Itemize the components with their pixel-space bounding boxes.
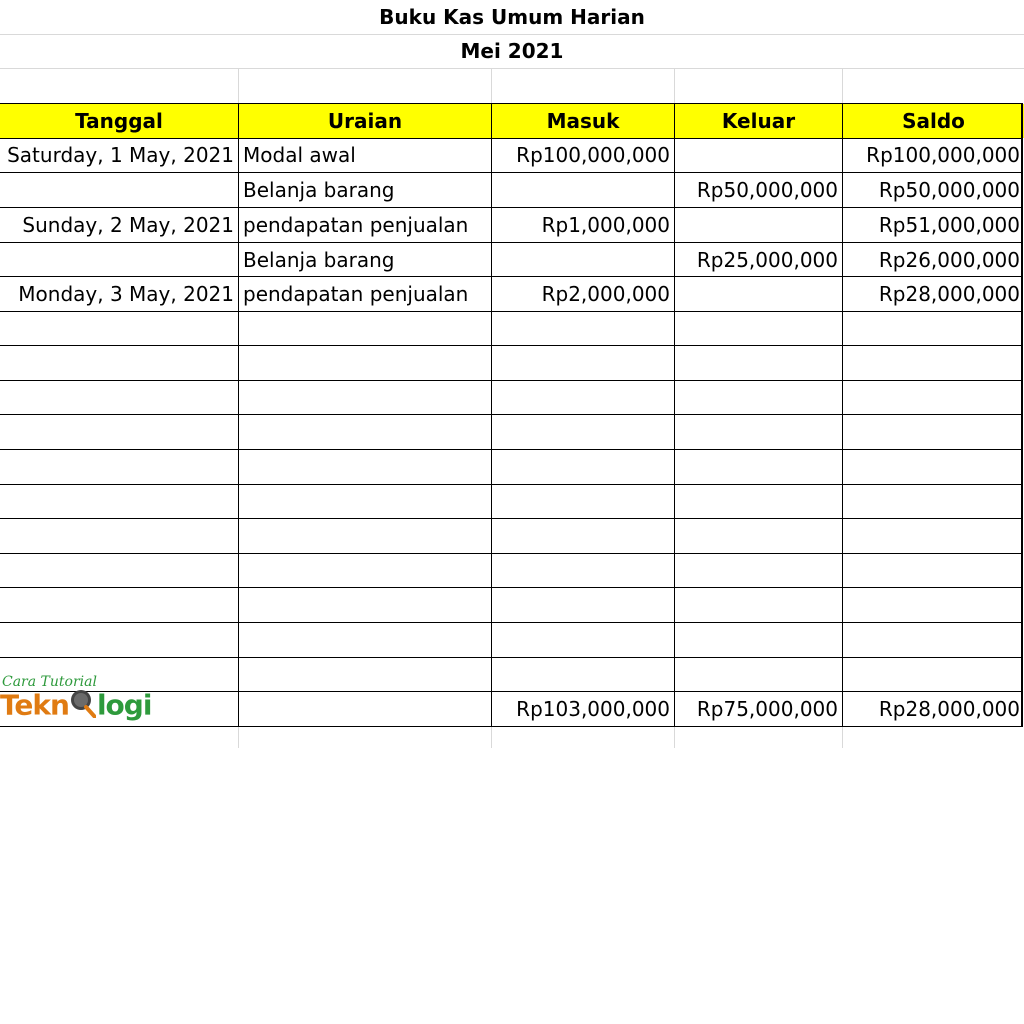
gridline xyxy=(238,726,239,748)
total-masuk[interactable]: Rp103,000,000 xyxy=(516,697,670,721)
header-masuk[interactable]: Masuk xyxy=(492,104,674,138)
table-border xyxy=(0,311,1023,312)
table-border xyxy=(0,449,1023,450)
table-border xyxy=(0,414,1023,415)
cell-keluar[interactable] xyxy=(675,138,842,172)
sheet-subtitle[interactable]: Mei 2021 xyxy=(460,39,564,63)
total-saldo[interactable]: Rp28,000,000 xyxy=(878,697,1020,721)
header-uraian[interactable]: Uraian xyxy=(239,104,491,138)
gridline xyxy=(0,34,1024,35)
table-border xyxy=(0,587,1023,588)
cell-uraian[interactable]: pendapatan penjualan xyxy=(243,213,469,237)
table-border xyxy=(0,518,1023,519)
table-border xyxy=(0,553,1023,554)
cell-uraian[interactable]: Belanja barang xyxy=(243,248,395,272)
gridline xyxy=(238,69,239,104)
table-border xyxy=(0,380,1023,381)
table-border xyxy=(0,172,1023,173)
magnifier-icon xyxy=(70,688,96,725)
gridline xyxy=(842,726,843,748)
table-border xyxy=(0,622,1023,623)
cell-tanggal[interactable]: Monday, 3 May, 2021 xyxy=(18,282,234,306)
gridline xyxy=(491,69,492,104)
cell-saldo[interactable]: Rp50,000,000 xyxy=(878,178,1020,202)
cell-masuk[interactable]: Rp2,000,000 xyxy=(541,282,670,306)
cell-saldo[interactable]: Rp28,000,000 xyxy=(878,282,1020,306)
watermark-top-text: Cara Tutorial xyxy=(2,674,97,690)
table-border xyxy=(0,345,1023,346)
gridline xyxy=(491,726,492,748)
sheet-title[interactable]: Buku Kas Umum Harian xyxy=(379,5,645,29)
cell-saldo[interactable]: Rp51,000,000 xyxy=(878,213,1020,237)
watermark-brand xyxy=(0,688,151,725)
cell-tanggal[interactable]: Sunday, 2 May, 2021 xyxy=(22,213,234,237)
cell-saldo[interactable]: Rp26,000,000 xyxy=(878,248,1020,272)
gridline xyxy=(0,68,1024,69)
gridline xyxy=(674,69,675,104)
cell-keluar[interactable] xyxy=(675,208,842,242)
table-border xyxy=(842,103,843,726)
cell-masuk[interactable] xyxy=(492,243,674,277)
table-border xyxy=(0,207,1023,208)
watermark-logo xyxy=(0,674,160,734)
cell-masuk[interactable]: Rp100,000,000 xyxy=(516,143,670,167)
table-border xyxy=(0,276,1023,277)
table-border xyxy=(674,103,675,726)
table-border xyxy=(491,103,492,726)
gridline xyxy=(674,726,675,748)
table-border xyxy=(238,103,239,726)
cell-tanggal[interactable] xyxy=(0,173,238,207)
cell-tanggal[interactable] xyxy=(0,243,238,277)
cell-keluar[interactable]: Rp50,000,000 xyxy=(696,178,838,202)
table-border xyxy=(0,657,1023,658)
cell-saldo[interactable]: Rp100,000,000 xyxy=(866,143,1020,167)
header-tanggal[interactable]: Tanggal xyxy=(0,104,238,138)
cell-tanggal[interactable]: Saturday, 1 May, 2021 xyxy=(7,143,234,167)
watermark-brand-part1: Tekn xyxy=(0,688,69,722)
table-border xyxy=(0,484,1023,485)
cell-uraian[interactable]: Modal awal xyxy=(243,143,356,167)
table-border xyxy=(1021,103,1023,726)
header-keluar[interactable]: Keluar xyxy=(675,104,842,138)
cell-uraian[interactable]: Belanja barang xyxy=(243,178,395,202)
total-keluar[interactable]: Rp75,000,000 xyxy=(696,697,838,721)
table-border xyxy=(0,138,1023,139)
table-border xyxy=(0,242,1023,243)
cell-keluar[interactable] xyxy=(675,277,842,311)
table-border xyxy=(0,103,1023,104)
cell-uraian[interactable]: pendapatan penjualan xyxy=(243,282,469,306)
cell-masuk[interactable] xyxy=(492,173,674,207)
cell-masuk[interactable]: Rp1,000,000 xyxy=(541,213,670,237)
header-saldo[interactable]: Saldo xyxy=(843,104,1024,138)
cell-keluar[interactable]: Rp25,000,000 xyxy=(696,248,838,272)
watermark-brand-part2: logi xyxy=(96,688,152,722)
gridline xyxy=(842,69,843,104)
